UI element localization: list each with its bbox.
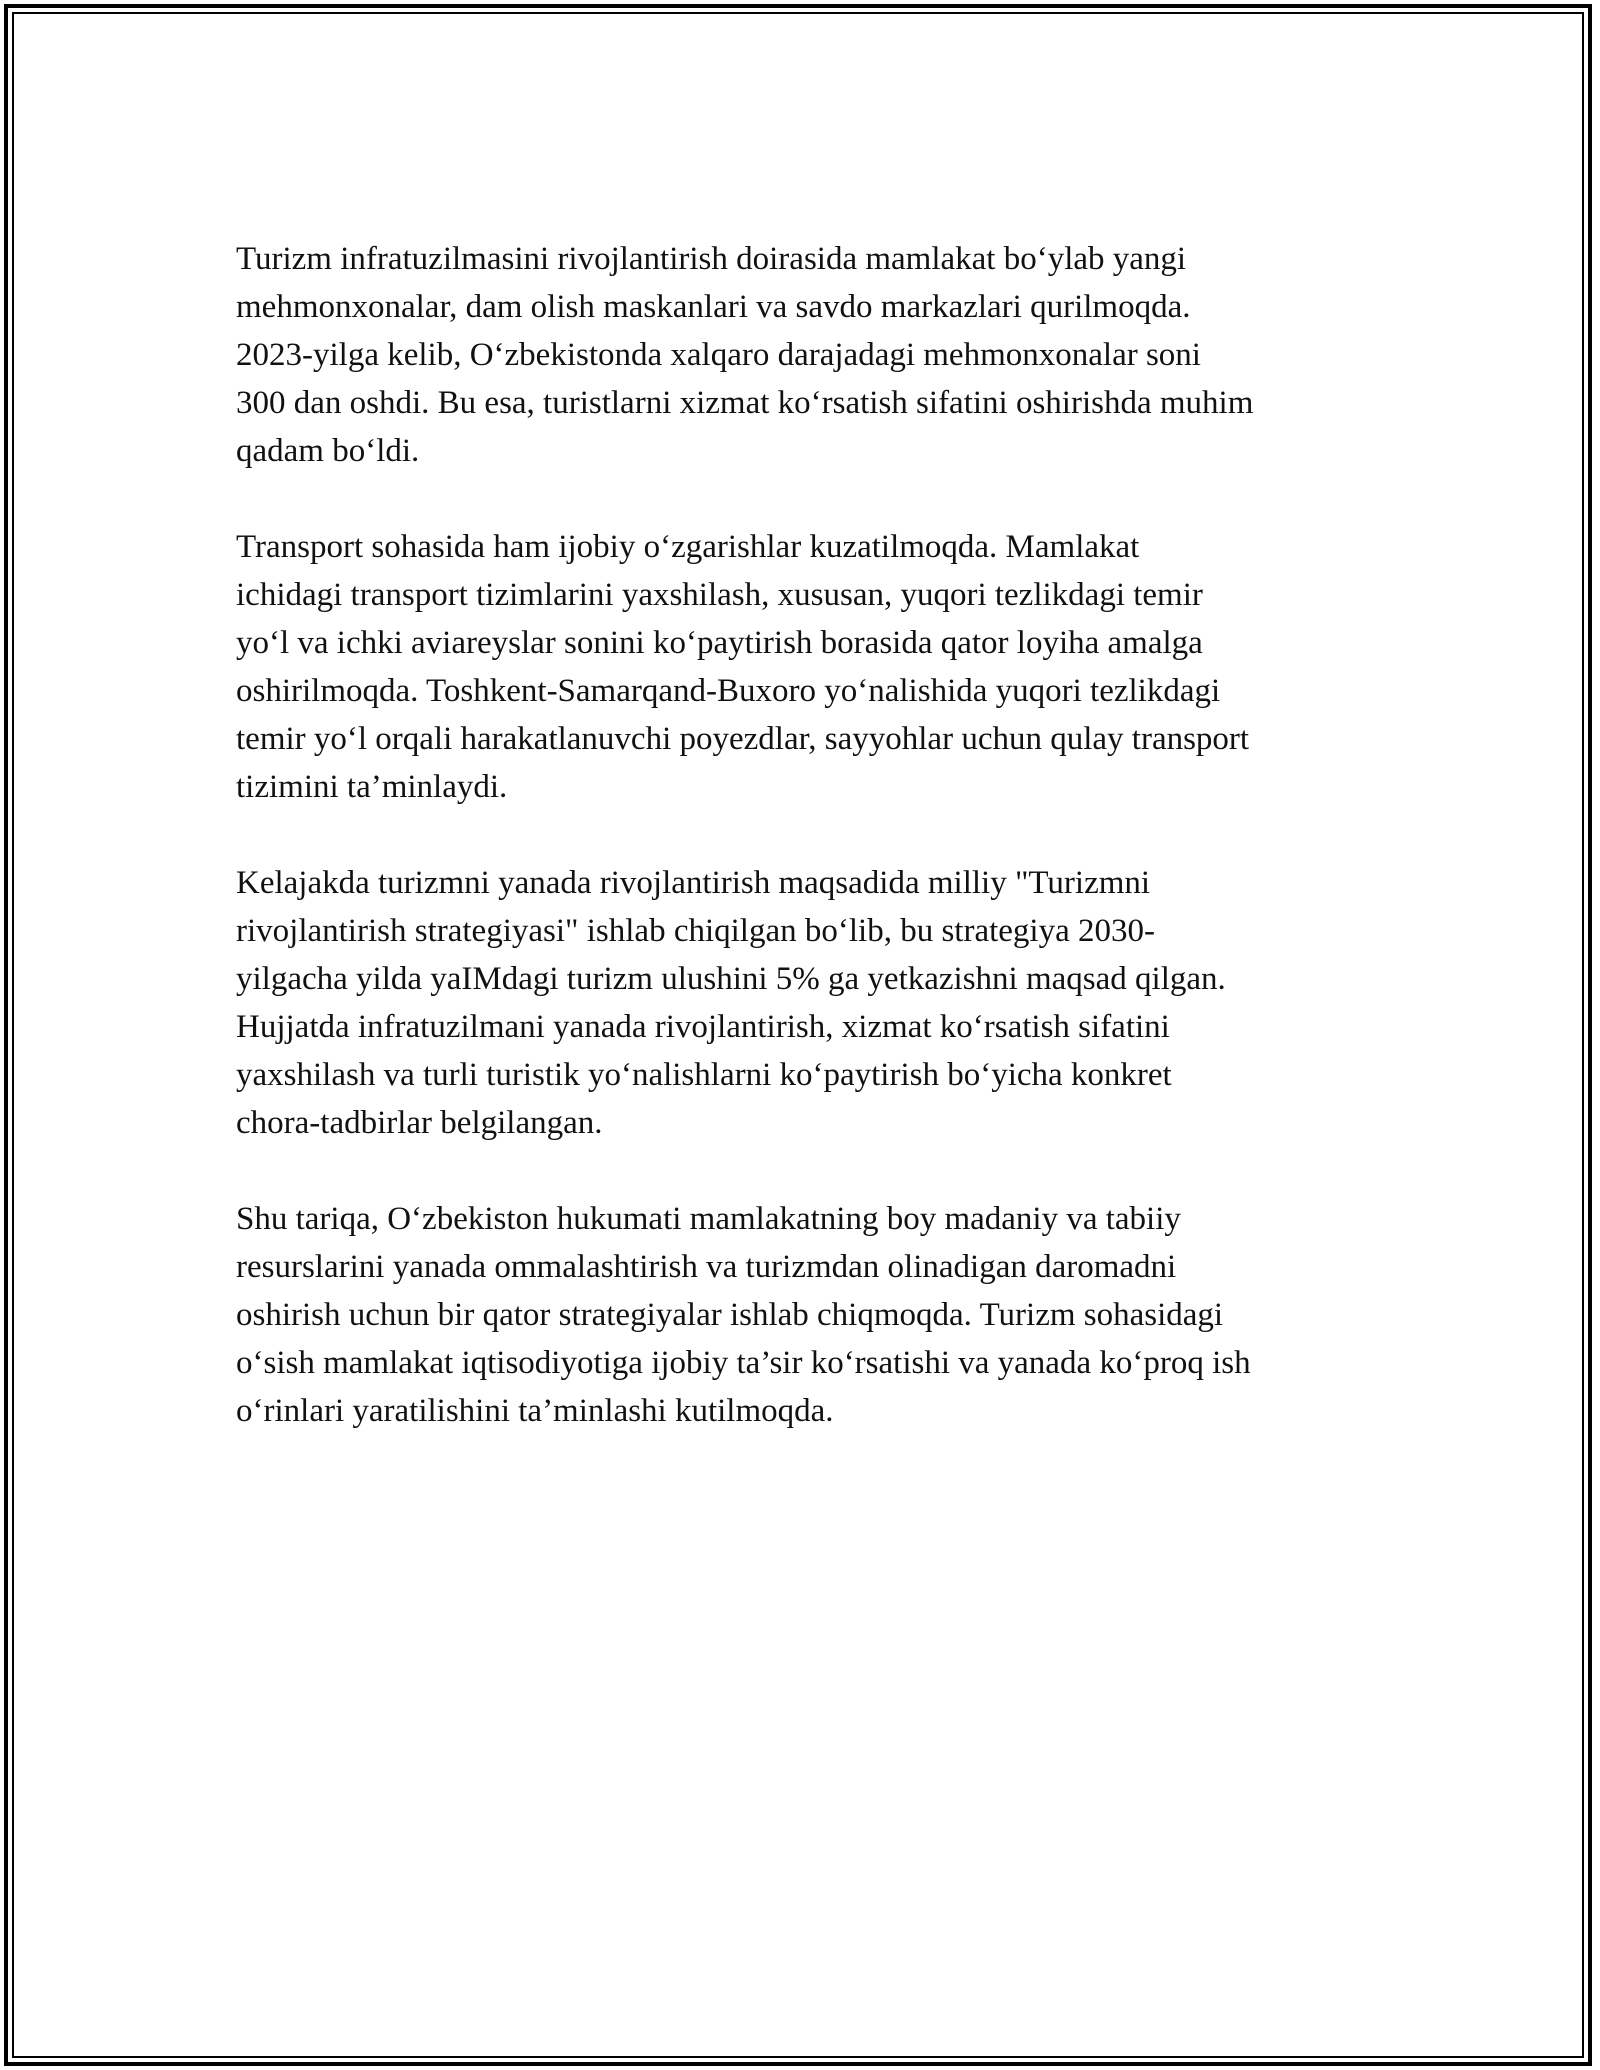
text-line: Transport sohasida ham ijobiy o‘zgarishlar kuzatilmoqda. Mamlakat (236, 529, 1140, 565)
text-line: tizimini ta’minlaydi. (236, 769, 508, 805)
text-line: 2023-yilga kelib, O‘zbekistonda xalqaro darajadagi mehmonxonalar soni (236, 337, 1201, 373)
text-line: o‘rinlari yaratilishini ta’minlashi kutilmoqda. (236, 1393, 834, 1429)
text-line: oshirish uchun bir qator strategiyalar ishlab chiqmoqda. Turizm sohasidagi (236, 1297, 1224, 1333)
paragraph-transport (236, 523, 1376, 811)
text-line: Hujjatda infratuzilmani yanada rivojlantirish, xizmat ko‘rsatish sifatini (236, 1009, 1170, 1045)
document-body (236, 235, 1376, 1483)
text-line: o‘sish mamlakat iqtisodiyotiga ijobiy ta’sir ko‘rsatishi va yanada ko‘proq ish (236, 1345, 1251, 1381)
text-line: yilgacha yilda yaIMdagi turizm ulushini 5% ga yetkazishni maqsad qilgan. (236, 961, 1226, 997)
text-line: Kelajakda turizmni yanada rivojlantirish maqsadida milliy "Turizmni (236, 865, 1151, 901)
text-line: Turizm infratuzilmasini rivojlantirish doirasida mamlakat bo‘ylab yangi (236, 241, 1187, 277)
text-line: qadam bo‘ldi. (236, 433, 420, 469)
paragraph-tourism-infrastructure (236, 235, 1376, 475)
paragraph-strategy (236, 859, 1376, 1147)
text-line: oshirilmoqda. Toshkent-Samarqand-Buxoro yo‘nalishida yuqori tezlikdagi (236, 673, 1221, 709)
text-line: ichidagi transport tizimlarini yaxshilash, xususan, yuqori tezlikdagi temir (236, 577, 1203, 613)
text-line: mehmonxonalar, dam olish maskanlari va savdo markazlari qurilmoqda. (236, 289, 1191, 325)
text-line: chora-tadbirlar belgilangan. (236, 1105, 603, 1141)
text-line: Shu tariqa, O‘zbekiston hukumati mamlakatning boy madaniy va tabiiy (236, 1201, 1181, 1237)
text-line: yo‘l va ichki aviareyslar sonini ko‘paytirish borasida qator loyiha amalga (236, 625, 1203, 661)
paragraph-conclusion (236, 1195, 1376, 1435)
text-line: resurslarini yanada ommalashtirish va turizmdan olinadigan daromadni (236, 1249, 1177, 1285)
text-line: 300 dan oshdi. Bu esa, turistlarni xizmat ko‘rsatish sifatini oshirishda muhim (236, 385, 1254, 421)
text-line: temir yo‘l orqali harakatlanuvchi poyezdlar, sayyohlar uchun qulay transport (236, 721, 1250, 757)
text-line: rivojlantirish strategiyasi" ishlab chiqilgan bo‘lib, bu strategiya 2030- (236, 913, 1155, 949)
text-line: yaxshilash va turli turistik yo‘nalishlarni ko‘paytirish bo‘yicha konkret (236, 1057, 1172, 1093)
